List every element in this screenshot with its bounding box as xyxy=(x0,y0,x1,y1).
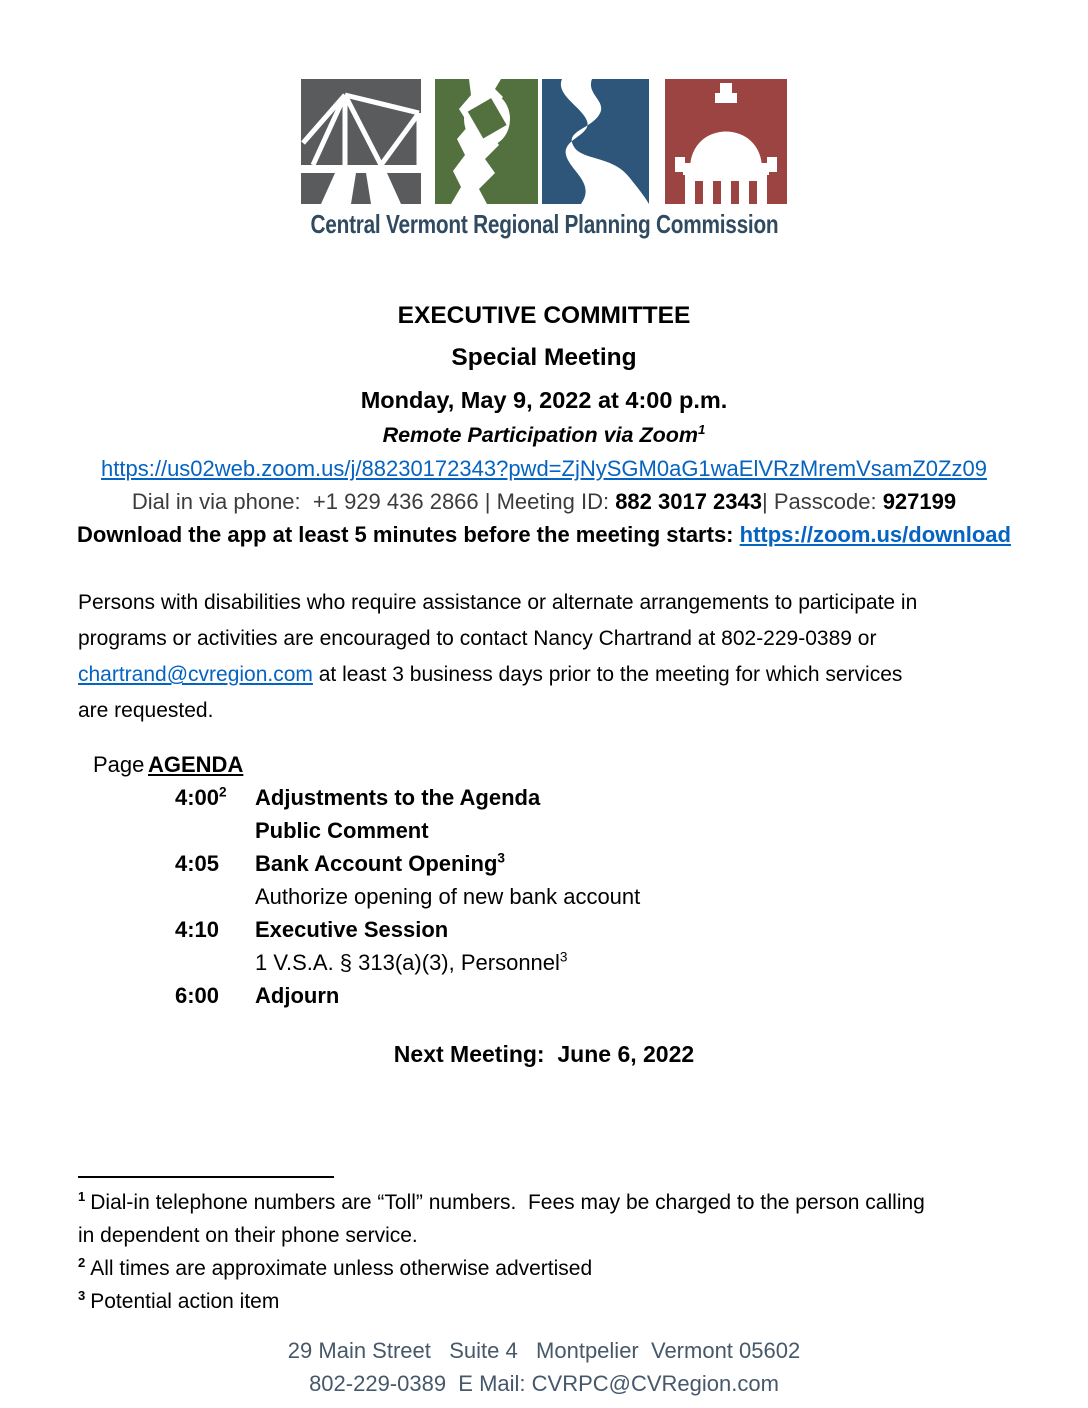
meeting-datetime: Monday, May 9, 2022 at 4:00 p.m. xyxy=(360,387,728,413)
accessibility-line: programs or activities are encouraged to contact Nancy Chartrand at 802-229-0389 or xyxy=(78,627,877,650)
meeting-id: 882 3017 2343 xyxy=(615,489,763,514)
vermont-map-panel-icon xyxy=(435,79,538,204)
agenda-header-row xyxy=(93,748,640,781)
meeting-title: EXECUTIVE COMMITTEE xyxy=(397,302,691,329)
agenda-item-text: Executive Session xyxy=(255,917,449,942)
footnote-2: $^2$ All times are approximate unless otherwise advertised xyxy=(78,1255,593,1280)
accessibility-line: are requested. xyxy=(78,699,214,722)
footer-address: 29 Main Street Suite 4 Montpelier Vermont 05602 xyxy=(287,1338,801,1363)
footer xyxy=(0,1334,1088,1400)
agenda-item xyxy=(93,814,640,847)
agenda-time: 6:00 xyxy=(175,983,220,1008)
next-meeting: Next Meeting: June 6, 2022 xyxy=(393,1041,695,1067)
agenda-section xyxy=(93,748,640,1012)
passcode-label: Passcode: xyxy=(773,489,883,514)
download-text: Download the app at least 5 minutes before the meeting starts: xyxy=(77,522,740,547)
agenda-item-text: Bank Account Opening$^3$ xyxy=(255,850,505,876)
footnote-separator xyxy=(78,1176,334,1178)
zoom-meeting-link[interactable]: https://us02web.zoom.us/j/88230172343?pwd=ZjNySGM0aG1waElVRzMremVsamZ0Zz09 xyxy=(101,456,987,481)
footnote-1: $^1$ Dial-in telephone numbers are “Toll” numbers. Fees may be charged to the person calling xyxy=(78,1189,925,1214)
footnote-ref-3: 3 xyxy=(559,949,568,965)
agenda-time: 4:10 xyxy=(175,917,220,942)
accessibility-line xyxy=(78,657,1038,693)
download-line xyxy=(0,518,1088,551)
bridge-panel-icon xyxy=(301,79,421,204)
agenda-item-text: 1 V.S.A. § 313(a)(3), Personnel$^3$ xyxy=(255,949,568,975)
agenda-item-text: Adjourn xyxy=(255,983,340,1008)
remote-participation-text: Remote Participation via Zoom xyxy=(382,423,698,447)
footer-contact: 802-229-0389 E Mail: CVRPC@CVRegion.com xyxy=(309,1371,779,1396)
meeting-subtitle: Special Meeting xyxy=(451,344,637,371)
agenda-item xyxy=(93,979,640,1012)
logo-panels-graphic xyxy=(301,79,787,204)
capitol-dome-panel-icon xyxy=(665,79,787,204)
accessibility-notice xyxy=(78,585,1038,729)
river-panel-icon xyxy=(542,79,649,204)
zoom-download-link[interactable]: https://zoom.us/download xyxy=(739,522,1011,547)
agenda-item-text: Adjustments to the Agenda xyxy=(255,785,541,810)
title-block xyxy=(0,299,1088,450)
footnote-1-continued: in dependent on their phone service. xyxy=(78,1224,418,1247)
footnote-ref-3: 3 xyxy=(497,850,505,866)
agenda-item xyxy=(93,847,640,880)
page-column-label: Page xyxy=(93,752,145,777)
dial-in-line xyxy=(0,485,1088,518)
agenda-item-text: Authorize opening of new bank account xyxy=(255,884,641,909)
footnote-ref-2: 2 xyxy=(219,784,227,800)
agenda-item xyxy=(93,781,640,814)
agenda-item-text: Public Comment xyxy=(255,818,429,843)
agenda-item xyxy=(93,880,640,913)
accessibility-line-rest: at least 3 business days prior to the meeting for which services xyxy=(312,663,903,686)
passcode-value: 927199 xyxy=(882,489,957,514)
agenda-item xyxy=(93,946,640,979)
zoom-link-line xyxy=(0,452,1088,485)
email-link[interactable]: chartrand@cvregion.com xyxy=(78,663,313,686)
accessibility-line: Persons with disabilities who require assistance or alternate arrangements to participate in xyxy=(78,591,918,614)
logo-wordmark: Central Vermont Regional Planning Commission xyxy=(310,209,778,239)
cvrpc-logo xyxy=(0,79,1088,240)
meeting-info-block xyxy=(0,452,1088,551)
agenda-time: 4:05 xyxy=(175,851,220,876)
agenda-time: $4:00^2$ xyxy=(175,784,227,810)
dial-in-prefix: Dial in via phone: +1 929 436 2866 | Meeting ID: xyxy=(131,489,616,514)
footnote-ref-1: 1 xyxy=(697,421,706,437)
footnotes xyxy=(78,1166,1038,1318)
agenda-heading: AGENDA xyxy=(148,752,244,777)
footnote-3: $^3$ Potential action item xyxy=(78,1288,280,1313)
id-passcode-separator: | xyxy=(762,489,774,514)
agenda-item xyxy=(93,913,640,946)
remote-participation-line xyxy=(0,420,1088,450)
